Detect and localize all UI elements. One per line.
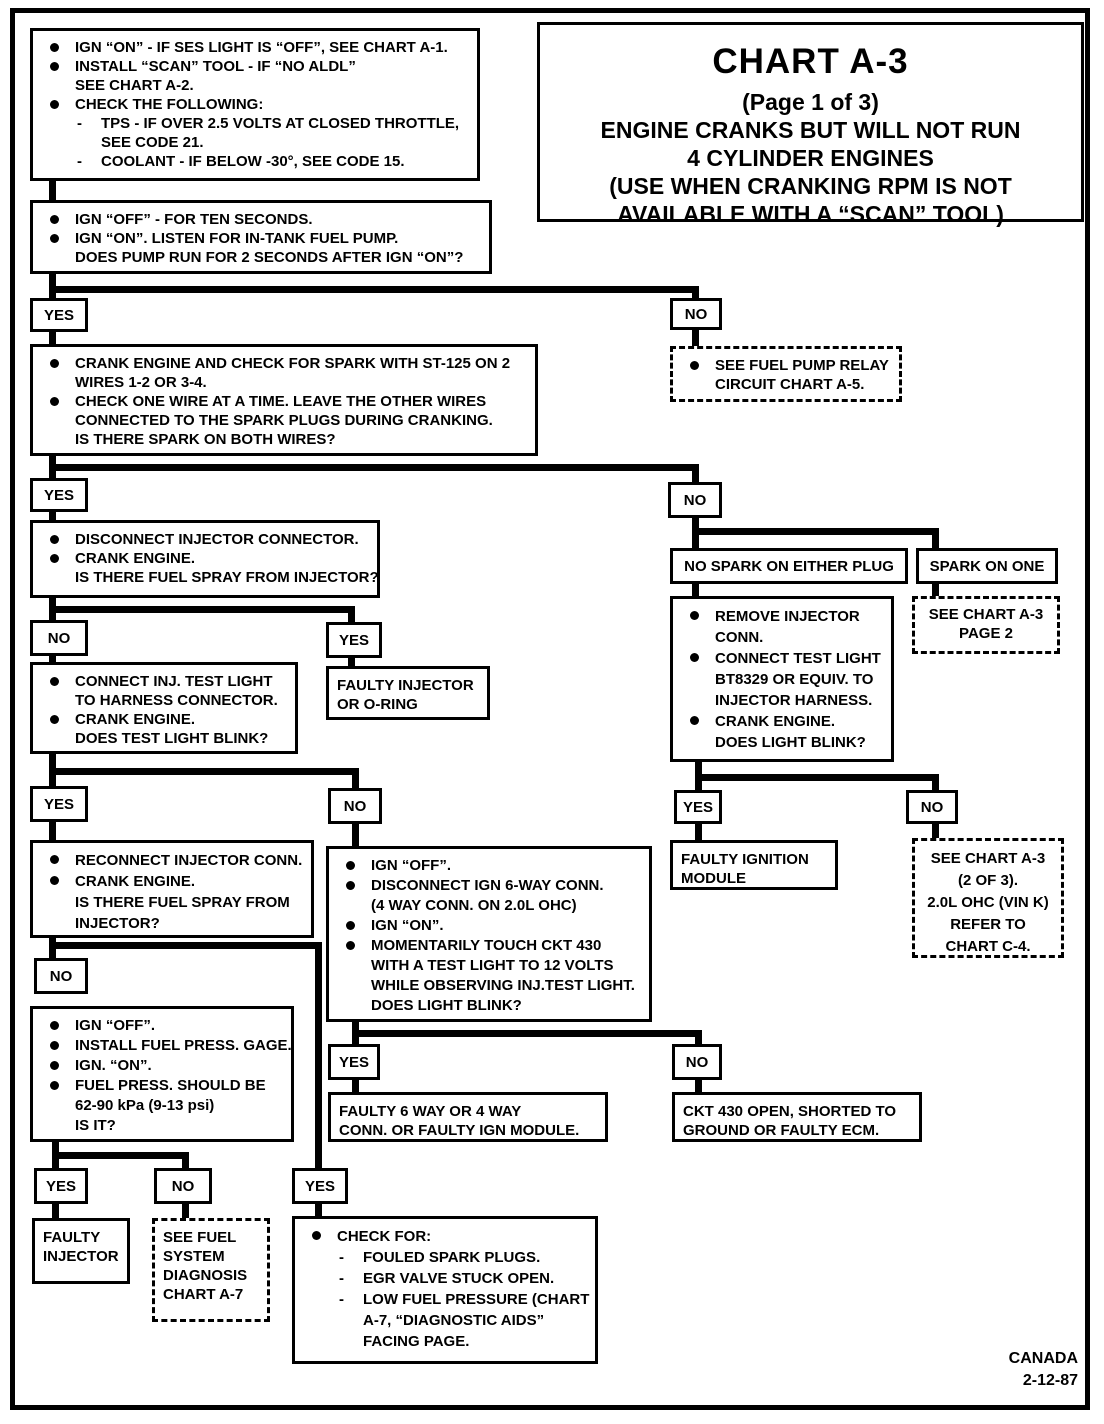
injector-spray-question-box — [30, 520, 380, 598]
connector-line — [352, 1080, 359, 1092]
connector-line — [49, 942, 322, 949]
text-line: INSTALL FUEL PRESS. GAGE. — [41, 1036, 283, 1056]
text-line: INJECTOR? — [75, 915, 160, 932]
text-line: DISCONNECT IGN 6-WAY CONN. — [337, 876, 641, 896]
connector-line — [182, 1152, 189, 1168]
chart-title-box — [537, 22, 1084, 227]
text-line: IGN “ON” - IF SES LIGHT IS “OFF”, SEE CHART A-1. — [41, 38, 469, 57]
connector-line — [695, 774, 939, 781]
no-branch-fuel-press-ok: NO — [154, 1168, 212, 1204]
connector-line — [692, 330, 699, 346]
text-line: IS THERE FUEL SPRAY FROM INJECTOR? — [75, 569, 379, 586]
reconnect-injector-question-box — [30, 840, 314, 938]
no-branch-fuel-spray: NO — [30, 620, 88, 656]
text-line: DISCONNECT INJECTOR CONNECTOR. — [41, 530, 369, 549]
text-line: SEE CHART A-3 — [930, 850, 1046, 867]
connector-line — [49, 822, 56, 840]
text-line: RECONNECT INJECTOR CONN. — [41, 850, 303, 871]
connector-line — [49, 768, 359, 775]
text-line: INJECTOR — [43, 1248, 119, 1265]
text-line: TO HARNESS CONNECTOR. — [75, 692, 278, 709]
chart-title: CHART A-3 — [712, 42, 909, 81]
text-line: IGN “OFF” - FOR TEN SECONDS. — [41, 210, 481, 229]
text-line: CHART A-7 — [163, 1286, 244, 1303]
text-line: CONNECT INJ. TEST LIGHT — [41, 672, 287, 691]
connector-line — [49, 181, 56, 201]
text-line: PAGE 2 — [959, 625, 1013, 642]
footer-region: CANADA — [1008, 1350, 1078, 1367]
no-branch-pump-runs: NO — [670, 298, 722, 330]
text-line: OR O-RING — [337, 696, 418, 713]
text-line: IS IT? — [75, 1117, 116, 1134]
text-line: - LOW FUEL PRESSURE (CHART — [339, 1291, 590, 1308]
text-line: BT8329 OR EQUIV. TO — [715, 671, 874, 688]
no-branch-light-blink-right: NO — [906, 790, 958, 824]
no-branch-spark-both: NO — [668, 482, 722, 518]
remove-injector-conn-question-box — [670, 596, 894, 762]
text-line: CONNECTED TO THE SPARK PLUGS DURING CRANKING. — [75, 412, 493, 429]
connector-line — [692, 584, 699, 596]
chart-subtitle-line4: AVAILABLE WITH A “SCAN” TOOL) — [617, 201, 1004, 227]
connector-line — [932, 824, 939, 838]
text-line: SEE FUEL PUMP RELAY — [681, 356, 891, 375]
connector-line — [352, 768, 359, 788]
faulty-injector-box — [32, 1218, 130, 1284]
faulty-ignition-module-box — [670, 840, 838, 890]
check-for-box — [292, 1216, 598, 1364]
chart-subtitle-line2: 4 CYLINDER ENGINES — [687, 145, 934, 171]
text-line: INJECTOR HARNESS. — [715, 692, 873, 709]
connector-line — [695, 824, 702, 840]
connector-line — [49, 286, 699, 293]
connector-line — [52, 1204, 59, 1218]
text-line: FAULTY 6 WAY OR 4 WAY — [339, 1103, 522, 1120]
text-line: SEE CHART A-2. — [75, 77, 194, 94]
connector-line — [692, 528, 939, 535]
yes-branch-light-blink-right: YES — [674, 790, 722, 824]
text-line: IGN “ON”. LISTEN FOR IN-TANK FUEL PUMP. — [41, 229, 481, 248]
text-line: REMOVE INJECTOR — [681, 606, 883, 627]
connector-line — [352, 824, 359, 846]
text-line: CRANK ENGINE. — [41, 871, 303, 892]
text-line: CRANK ENGINE AND CHECK FOR SPARK WITH ST-125 ON 2 — [41, 354, 527, 373]
fuel-pump-question-box — [30, 200, 492, 274]
text-line: CHART C-4. — [945, 938, 1031, 955]
text-line: DIAGNOSIS — [163, 1267, 248, 1284]
text-line: IGN. “ON”. — [41, 1056, 283, 1076]
text-line: DOES LIGHT BLINK? — [715, 734, 866, 751]
text-line: A-7, “DIAGNOSTIC AIDS” — [363, 1312, 545, 1329]
text-line: SEE FUEL — [163, 1229, 237, 1246]
text-line: CKT 430 OPEN, SHORTED TO — [683, 1103, 897, 1120]
text-line: SEE CHART A-3 — [928, 606, 1044, 623]
text-line: WITH A TEST LIGHT TO 12 VOLTS — [371, 957, 614, 974]
text-line: - EGR VALVE STUCK OPEN. — [339, 1270, 555, 1287]
faulty-6way-conn-box — [328, 1092, 608, 1142]
preliminary-checks-box — [30, 28, 480, 181]
text-line: DOES TEST LIGHT BLINK? — [75, 730, 269, 747]
footer-date: 2-12-87 — [1022, 1372, 1078, 1389]
faulty-injector-oring-box — [326, 666, 490, 720]
spark-on-one-label: SPARK ON ONE — [916, 548, 1058, 584]
text-line: FAULTY INJECTOR — [337, 677, 474, 694]
yes-branch-spark-both: YES — [30, 478, 88, 512]
see-chart-a3-2of3-ref-box — [912, 838, 1064, 958]
page-footer — [1009, 1348, 1078, 1392]
text-line: - FOULED SPARK PLUGS. — [339, 1249, 541, 1266]
connector-line — [182, 1204, 189, 1218]
connector-line — [932, 584, 939, 596]
text-line: DOES PUMP RUN FOR 2 SECONDS AFTER IGN “ON”? — [75, 249, 464, 266]
yes-branch-test-light-blink: YES — [30, 786, 88, 822]
see-chart-a3-page2-ref-box — [912, 596, 1060, 654]
text-line: IGN “OFF”. — [41, 1016, 283, 1036]
connector-line — [695, 1080, 702, 1092]
text-line: IS THERE FUEL SPRAY FROM — [75, 894, 290, 911]
connector-line — [352, 1030, 702, 1037]
text-line: IGN “ON”. — [337, 916, 641, 936]
text-line: DOES LIGHT BLINK? — [371, 997, 522, 1014]
text-line: 62-90 kPa (9-13 psi) — [75, 1097, 215, 1114]
yes-branch-fuel-spray: YES — [326, 622, 382, 658]
connector-line — [348, 658, 355, 666]
text-line: IS THERE SPARK ON BOTH WIRES? — [75, 431, 336, 448]
connector-line — [315, 942, 322, 1168]
connector-line — [49, 512, 56, 520]
text-line: FUEL PRESS. SHOULD BE — [41, 1076, 283, 1096]
text-line: SYSTEM — [163, 1248, 225, 1265]
connector-line — [932, 774, 939, 790]
text-line: CONN. — [715, 629, 764, 646]
injector-test-light-question-box — [30, 662, 298, 754]
connector-line — [49, 606, 355, 613]
connector-line — [49, 332, 56, 344]
text-line: (4 WAY CONN. ON 2.0L OHC) — [371, 897, 577, 914]
yes-branch-pump-runs: YES — [30, 298, 88, 332]
connector-line — [348, 606, 355, 622]
no-branch-test-light-blink: NO — [328, 788, 382, 824]
connector-line — [692, 535, 699, 548]
text-line: WIRES 1-2 OR 3-4. — [75, 374, 207, 391]
connector-line — [52, 1152, 189, 1159]
text-line: REFER TO — [950, 916, 1026, 933]
chart-subtitle-line1: ENGINE CRANKS BUT WILL NOT RUN — [600, 117, 1021, 143]
text-line: - COOLANT - IF BELOW -30°, SEE CODE 15. — [77, 153, 405, 170]
no-branch-ckt430-blink: NO — [672, 1044, 722, 1080]
text-line: CHECK THE FOLLOWING: — [41, 95, 469, 114]
text-line: INSTALL “SCAN” TOOL - IF “NO ALDL” — [41, 57, 469, 76]
connector-line — [692, 464, 699, 482]
text-line: IGN “OFF”. — [337, 856, 641, 876]
connector-line — [49, 464, 699, 471]
text-line: GROUND OR FAULTY ECM. — [683, 1122, 880, 1139]
connector-line — [315, 1204, 322, 1216]
text-line: WHILE OBSERVING INJ.TEST LIGHT. — [371, 977, 635, 994]
fuel-pressure-question-box — [30, 1006, 294, 1142]
text-line: FAULTY IGNITION — [681, 851, 809, 868]
ckt430-test-question-box — [326, 846, 652, 1022]
text-line: CRANK ENGINE. — [681, 711, 883, 732]
text-line: CHECK ONE WIRE AT A TIME. LEAVE THE OTHER WIRES — [41, 392, 527, 411]
yes-branch-spray-reconnect: YES — [292, 1168, 348, 1204]
text-line: CRANK ENGINE. — [41, 549, 369, 568]
ckt430-open-box — [672, 1092, 922, 1142]
no-spark-either-plug-label: NO SPARK ON EITHER PLUG — [670, 548, 908, 584]
yes-branch-fuel-press-ok: YES — [34, 1168, 88, 1204]
chart-subtitle-line3: (USE WHEN CRANKING RPM IS NOT — [609, 173, 1012, 199]
see-fuel-system-diagnosis-ref-box — [152, 1218, 270, 1322]
connector-line — [695, 1030, 702, 1044]
text-line: - TPS - IF OVER 2.5 VOLTS AT CLOSED THROTTLE, — [77, 115, 460, 132]
text-line: (2 OF 3). — [957, 872, 1018, 889]
text-line: CIRCUIT CHART A-5. — [715, 376, 865, 393]
text-line: MODULE — [681, 870, 746, 887]
yes-branch-ckt430-blink: YES — [328, 1044, 380, 1080]
connector-line — [49, 656, 56, 662]
spark-check-question-box — [30, 344, 538, 456]
text-line: CONNECT TEST LIGHT — [681, 648, 883, 669]
text-line: MOMENTARILY TOUCH CKT 430 — [337, 936, 641, 956]
text-line: CONN. OR FAULTY IGN MODULE. — [339, 1122, 580, 1139]
text-line: SEE CODE 21. — [101, 134, 204, 151]
chart-subtitle-page: (Page 1 of 3) — [742, 89, 879, 115]
text-line: 2.0L OHC (VIN K) — [927, 894, 1049, 911]
connector-line — [932, 528, 939, 548]
text-line: FACING PAGE. — [363, 1333, 470, 1350]
connector-line — [692, 286, 699, 298]
text-line: CRANK ENGINE. — [41, 710, 287, 729]
no-branch-spray-after-reconnect: NO — [34, 958, 88, 994]
text-line: FAULTY — [43, 1229, 101, 1246]
text-line: CHECK FOR: — [303, 1226, 587, 1247]
fuel-pump-relay-ref-box — [670, 346, 902, 402]
